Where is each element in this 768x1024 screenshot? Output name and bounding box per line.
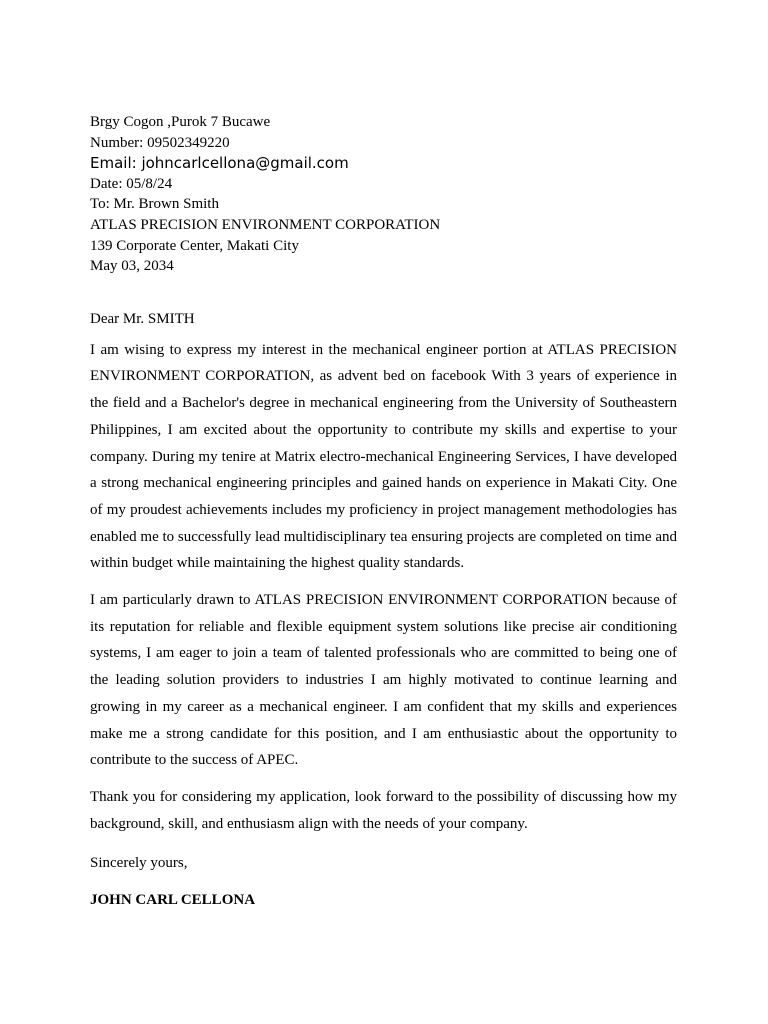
sender-address: Brgy Cogon ,Purok 7 Bucawe	[90, 114, 271, 130]
recipient-company: ATLAS PRECISION ENVIRONMENT CORPORATION	[90, 216, 441, 233]
signature-name: JOHN CARL CELLONA	[90, 892, 256, 909]
salutation: Dear Mr. SMITH	[90, 310, 195, 327]
letter-page	[90, 112, 677, 910]
letter-date: May 03, 2034	[90, 258, 174, 275]
sender-recipient-header	[90, 112, 677, 277]
body-paragraph-3: Thank you for considering my application, look forward to the possibility of discussing how my background, skill, and enthusiasm align with the needs of your company.	[90, 789, 677, 832]
body-paragraph-2: I am particularly drawn to ATLAS PRECISION ENVIRONMENT CORPORATION because of its reputation for reliable and flexible equipment system solutions like precise air conditioning systems, I am eager to join a team of talented professionals who are committed to being one of the leading solution providers to industries I am highly motivated to continue learning and growing in my career as a mechanical engineer. I am confident that my skills and experiences make me a strong candidate for this position, and I am enthusiastic about the opportunity to contribute to the success of APEC.	[90, 592, 677, 769]
sender-email: Email: johncarlcellona@gmail.com	[90, 154, 349, 173]
body-paragraph-1: I am wising to express my interest in the mechanical engineer portion at ATLAS PRECISION ENVIRONMENT CORPORATION, as advent bed on facebook With 3 years of experience in the field and a Bachelor's degree in mechanical engineering from the University of Southeastern Philippines, I am excited about the opportunity to contribute my skills and expertise to your company. During my tenire at Matrix electro-mechanical Engineering Services, I have developed a strong mechanical engineering principles and gained hands on experience in Makati City. One of my proudest achievements includes my proficiency in project management methodologies has enabled me to successfully lead multidisciplinary tea ensuring projects are completed on time and within budget while maintaining the highest quality standards.	[90, 341, 677, 572]
recipient-company-address: 139 Corporate Center, Makati City	[90, 237, 299, 254]
header-date: Date: 05/8/24	[90, 175, 173, 192]
closing: Sincerely yours,	[90, 855, 188, 872]
recipient-name: To: Mr. Brown Smith	[90, 196, 219, 213]
sender-phone-number: Number: 09502349220	[90, 134, 230, 151]
